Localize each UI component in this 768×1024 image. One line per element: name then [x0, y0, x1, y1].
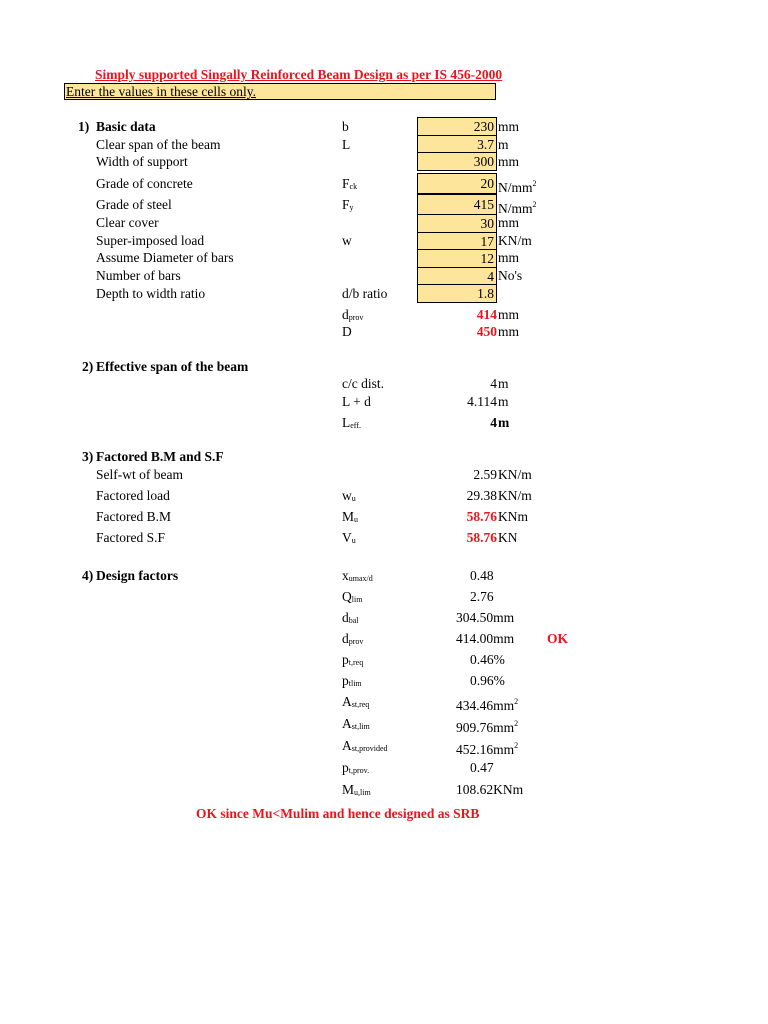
symbol-dprov: dprov — [342, 307, 364, 322]
status-ok: OK — [547, 631, 569, 646]
label-depth-width-ratio: Depth to width ratio — [96, 286, 206, 301]
label-number-of-bars: Number of bars — [96, 268, 181, 283]
section-number: 1) — [78, 119, 90, 134]
value-leff: 4 — [490, 415, 497, 430]
unit: m — [498, 394, 509, 409]
value-mulim: 108.62KNm — [456, 782, 524, 797]
symbol-ptlim: ptlim — [342, 673, 362, 688]
unit: KN — [498, 530, 518, 545]
label-factored-bm: Factored B.M — [96, 509, 171, 524]
symbol-l-plus-d: L + d — [342, 394, 371, 409]
value-qlim: 2.76 — [470, 589, 494, 604]
label-grade-of-concrete: Grade of concrete — [96, 176, 193, 191]
symbol-wu: wu — [342, 488, 356, 503]
symbol-qlim: Qlim — [342, 589, 363, 604]
section-heading-basic-data: Basic data — [96, 119, 156, 134]
input-cell-b[interactable]: 230 — [417, 117, 497, 136]
value-factored-load: 29.38 — [466, 488, 497, 503]
section-heading-design-factors: Design factors — [96, 568, 179, 583]
unit: mm — [498, 215, 520, 230]
page-title: Simply supported Singally Reinforced Beam Design as per IS 456-2000 — [95, 67, 503, 82]
symbol-dbal: dbal — [342, 610, 359, 625]
unit: mm — [498, 324, 520, 339]
label-super-imposed-load: Super-imposed load — [96, 233, 205, 248]
unit: m — [498, 376, 509, 391]
value-dprov-check: 414.00mm — [456, 631, 515, 646]
value-D: 450 — [476, 324, 497, 339]
input-cell-w[interactable]: 17 — [417, 232, 497, 251]
symbol-ast-provided: Ast,provided — [342, 738, 388, 753]
unit: No's — [498, 268, 523, 283]
label-bar-diameter: Assume Diameter of bars — [96, 250, 234, 265]
value-xumax: 0.48 — [470, 568, 494, 583]
unit: mm — [498, 250, 520, 265]
unit: KN/m — [498, 488, 532, 503]
input-cell-fck[interactable]: 20 — [417, 173, 497, 194]
symbol-D: D — [342, 324, 352, 339]
value-ptreq: 0.46% — [470, 652, 505, 667]
label-self-wt: Self-wt of beam — [96, 467, 183, 482]
section-number: 4) — [82, 568, 94, 583]
unit: m — [498, 415, 510, 430]
symbol-leff: Leff. — [342, 415, 361, 430]
symbol-ptreq: pt,req — [342, 652, 364, 667]
symbol: w — [342, 233, 352, 248]
input-cell-fy[interactable]: 415 — [417, 194, 497, 215]
symbol: b — [342, 119, 349, 134]
value-self-wt: 2.59 — [473, 467, 497, 482]
label-factored-load: Factored load — [96, 488, 170, 503]
value-dbal: 304.50mm — [456, 610, 515, 625]
label-clear-cover: Clear cover — [96, 215, 159, 230]
unit: mm — [498, 307, 520, 322]
value-ast-provided: $452.16mm^2$ — [456, 741, 519, 757]
value-ptlim: 0.96% — [470, 673, 505, 688]
section-number: 2) — [82, 359, 94, 374]
label-factored-sf: Factored S.F — [96, 530, 165, 545]
symbol-ast-lim: Ast,lim — [342, 716, 370, 731]
instruction-banner: Enter the values in these cells only. — [64, 83, 496, 100]
section-number: 3) — [82, 449, 94, 464]
value-l-plus-d: 4.114 — [467, 394, 497, 409]
unit: $N/mm^2$ — [498, 200, 537, 216]
symbol-ast-req: Ast,req — [342, 694, 370, 709]
input-cell-bar-diameter[interactable]: 12 — [417, 249, 497, 268]
unit: mm — [498, 154, 520, 169]
symbol-xumax: xumax/d — [342, 568, 373, 583]
section-heading-effective-span: Effective span of the beam — [96, 359, 249, 374]
input-cell-width-of-support[interactable]: 300 — [417, 152, 497, 171]
input-cell-number-of-bars[interactable]: 4 — [417, 267, 497, 286]
unit: KNm — [498, 509, 528, 524]
symbol-vu: Vu — [342, 530, 356, 545]
label-clear-span: Clear span of the beam — [96, 137, 221, 152]
label-grade-of-steel: Grade of steel — [96, 197, 172, 212]
section-heading-factored: Factored B.M and S.F — [96, 449, 224, 464]
input-cell-db-ratio[interactable]: 1.8 — [417, 284, 497, 303]
symbol-mu: Mu — [342, 509, 359, 524]
input-cell-clear-span[interactable]: 3.7 — [417, 135, 497, 154]
unit: $N/mm^2$ — [498, 179, 537, 195]
unit: KN/m — [498, 467, 532, 482]
symbol-pt-prov: pt,prov. — [342, 760, 370, 775]
value-factored-sf: 58.76 — [466, 530, 497, 545]
value-ast-lim: $909.76mm^2$ — [456, 719, 519, 735]
symbol: d/b ratio — [342, 286, 388, 301]
unit: m — [498, 137, 509, 152]
value-cc-dist: 4 — [490, 376, 497, 391]
value-dprov: 414 — [476, 307, 497, 322]
symbol: L — [342, 137, 351, 152]
symbol-dprov-check: dprov — [342, 631, 364, 646]
symbol-fck: Fck — [342, 176, 358, 191]
value-factored-bm: 58.76 — [466, 509, 497, 524]
value-ast-req: $434.46mm^2$ — [456, 697, 519, 713]
value-pt-prov: 0.47 — [470, 760, 494, 775]
conclusion-text: OK since Mu<Mulim and hence designed as SRB — [196, 806, 480, 821]
unit: KN/m — [498, 233, 532, 248]
unit: mm — [498, 119, 520, 134]
label-width-of-support: Width of support — [96, 154, 188, 169]
symbol-cc-dist: c/c dist. — [342, 376, 384, 391]
input-cell-clear-cover[interactable]: 30 — [417, 214, 497, 233]
symbol-fy: Fy — [342, 197, 354, 212]
symbol-mulim: Mu,lim — [342, 782, 371, 797]
